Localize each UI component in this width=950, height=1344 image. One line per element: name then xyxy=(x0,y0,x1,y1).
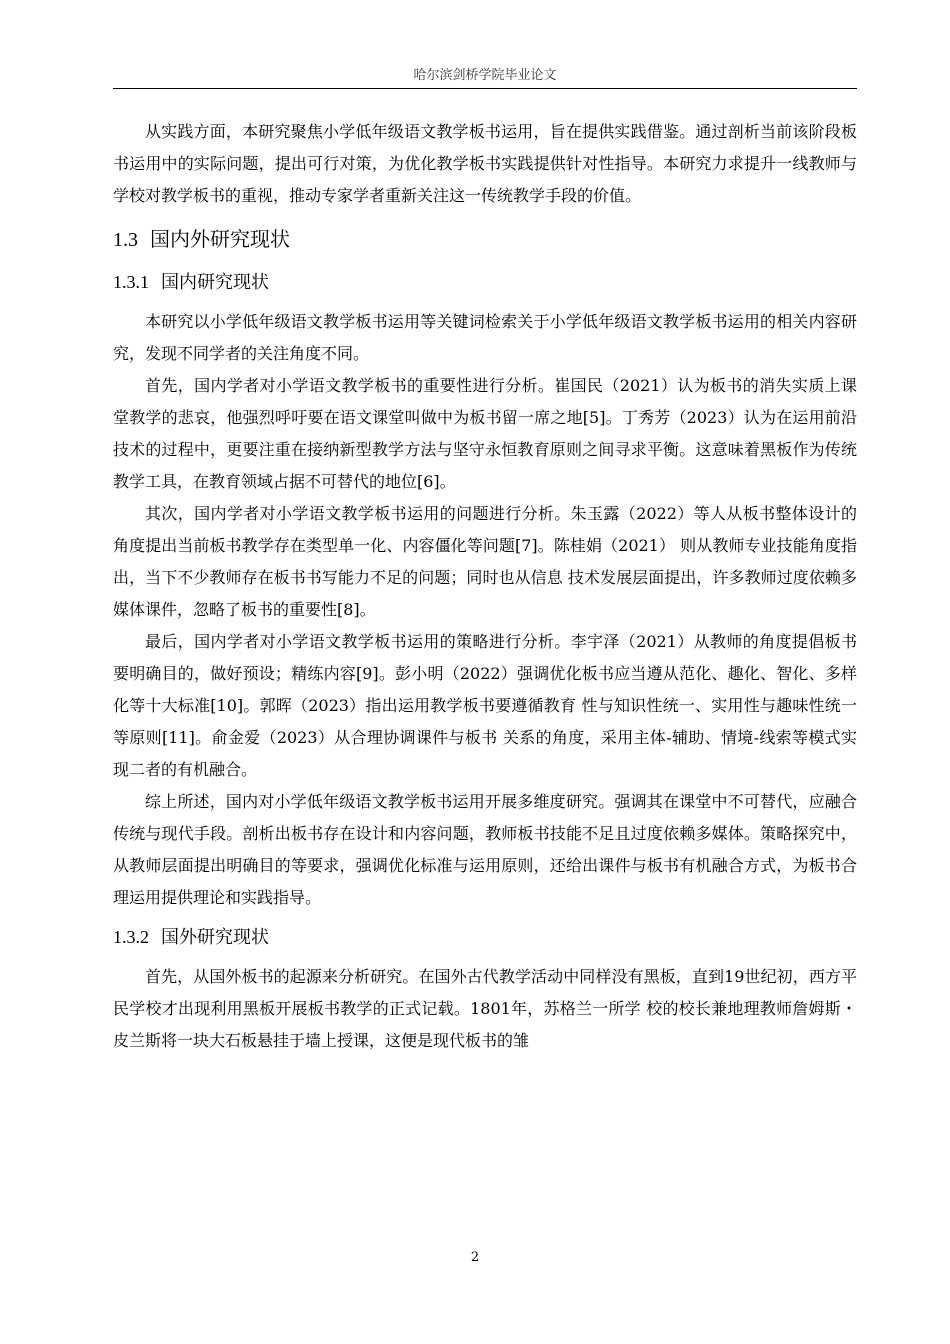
subsection-heading-1-3-1 xyxy=(113,265,857,300)
paragraph-foreign-origin: 首先，从国外板书的起源来分析研究。在国外古代教学活动中同样没有黑板，直到19世纪初，西方平民学校才出现利用黑板开展板书教学的正式记载。1801年，苏格兰一所学 校的校长兼地理教师詹姆斯・皮兰斯将一块大石板悬挂于墙上授课，这便是现代板书的雏 xyxy=(113,967,857,1050)
subsection-title: 国外研究现状 xyxy=(161,927,269,948)
paragraph-domestic-problems: 其次，国内学者对小学语文教学板书运用的问题进行分析。朱玉露（2022）等人从板书整体设计的角度提出当前板书教学存在类型单一化、内容僵化等问题[7]。陈桂娟（2021） 则从教师专业技能角度指出，当下不少教师存在板书书写能力不足的问题；同时也从信息 技术发展层面提出，许多教师过度依赖多媒体课件，忽略了板书的重要性[8]。 xyxy=(113,504,857,619)
paragraph-domestic-importance: 首先，国内学者对小学语文教学板书的重要性进行分析。崔国民（2021）认为板书的消失实质上课堂教学的悲哀，他强烈呼吁要在语文课堂叫做中为板书留一席之地[5]。丁秀芳（2023）认为在运用前沿技术的过程中，更要注重在接纳新型教学方法与坚守永恒教育原则之间寻求平衡。这意味着黑板作为传统教学工具，在教育领域占据不可替代的地位[6]。 xyxy=(113,376,857,491)
subsection-number: 1.3.2 xyxy=(113,927,149,947)
paragraph-domestic-strategies: 最后，国内学者对小学语文教学板书运用的策略进行分析。李宇泽（2021）从教师的角度提倡板书要明确目的，做好预设；精练内容[9]。彭小明（2022）强调优化板书应当遵从范化、趣化、智化、多样化等十大标准[10]。郭晖（2023）指出运用教学板书要遵循教育 性与知识性统一、实用性与趣味性统一等原则[11]。俞金爱（2023）从合理协调课件与板书 关系的角度，采用主体-辅助、情境-线索等模式实现二者的有机融合。 xyxy=(113,632,857,779)
running-header: 哈尔滨剑桥学院毕业论文 xyxy=(413,68,557,83)
paragraph-practice: 从实践方面，本研究聚焦小学低年级语文教学板书运用，旨在提供实践借鉴。通过剖析当前该阶段板书运用中的实际问题，提出可行对策，为优化教学板书实践提供针对性指导。本研究力求提升一线教师与学校对教学板书的重视，推动专家学者重新关注这一传统教学手段的价值。 xyxy=(113,122,857,205)
page-body xyxy=(113,116,857,1057)
section-number: 1.3 xyxy=(113,229,138,251)
subsection-heading-1-3-2 xyxy=(113,920,857,955)
header-rule xyxy=(113,88,857,89)
section-heading-1-3 xyxy=(113,222,857,257)
paragraph-domestic-summary: 综上所述，国内对小学低年级语文教学板书运用开展多维度研究。强调其在课堂中不可替代，应融合传统与现代手段。剖析出板书存在设计和内容问题，教师板书技能不足且过度依赖多媒体。策略探究中，从教师层面提出明确目的等要求，强调优化标准与运用原则，还给出课件与板书有机融合方式，为板书合理运用提供理论和实践指导。 xyxy=(113,792,857,907)
subsection-title: 国内研究现状 xyxy=(161,272,269,293)
subsection-number: 1.3.1 xyxy=(113,272,149,292)
section-title: 国内外研究现状 xyxy=(150,227,290,251)
page-number: 2 xyxy=(470,1250,480,1265)
paragraph-domestic-intro: 本研究以小学低年级语文教学板书运用等关键词检索关于小学低年级语文教学板书运用的相关内容研究，发现不同学者的关注角度不同。 xyxy=(113,312,857,363)
